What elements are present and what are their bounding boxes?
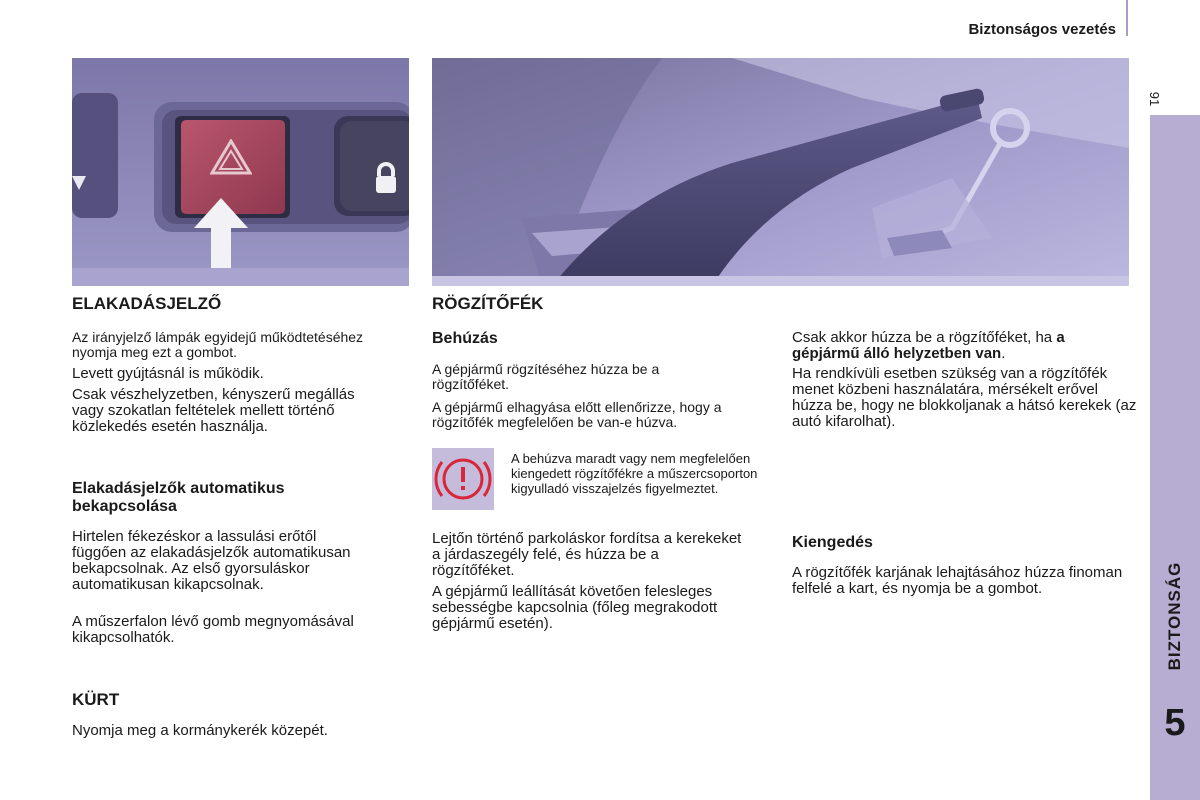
release-paragraph: A rögzítőfék karjának lehajtásához húzza finoman felfelé a kart, és nyomja be a gombot.: [792, 564, 1123, 597]
header-divider: [1126, 0, 1128, 36]
hazard-paragraph-3: Csak vészhelyzetben, kényszerű megállás vagy szokatlan feltételek mellett történő közlekedés esetén használja.: [72, 386, 355, 435]
hazard-paragraph-1: Az irányjelző lámpák egyidejű működtetéséhez nyomja meg ezt a gombot.: [72, 329, 364, 360]
hazard-button-photo: [72, 58, 409, 286]
lock-icon: [374, 162, 398, 194]
brake-right-paragraph-1-end: .: [1001, 345, 1006, 362]
apply-paragraph-4: A gépjármű leállítását követően felesleges sebességbe kapcsolnia (főleg megrakodott gépjármű esetén).: [432, 583, 718, 632]
brake-right-paragraph-1-start: Csak akkor húzza be a rögzítőféket, ha: [792, 329, 1053, 346]
hazard-heading: ELAKADÁSJELZŐ: [72, 294, 222, 313]
auto-hazard-paragraph-2: A műszerfalon lévő gomb megnyomásával kikapcsolhatók.: [72, 613, 354, 646]
hazard-triangle-icon: [210, 139, 252, 175]
brake-right-paragraph-2: Ha rendkívüli esetben szükség van a rögzítőfék menet közbeni használatára, mérsékelt erővel húzza be, hogy ne blokkoljanak a hátsó kerekek (az autó kifarolhat).: [792, 365, 1137, 430]
apply-paragraph-2: A gépjármű elhagyása előtt ellenőrizze, hogy a rögzítőfék megfelelően be van-e húzva.: [432, 399, 722, 430]
warning-note: A behúzva maradt vagy nem megfelelően kiengedett rögzítőfékre a műszercsoporton kigyulladó visszajelzés figyelmeztet.: [511, 451, 758, 496]
chapter-tab-label: BIZTONSÁG: [1165, 561, 1184, 671]
warning-icon-box: [432, 448, 494, 510]
brake-right-paragraph-1: [792, 330, 1132, 362]
horn-heading: KÜRT: [72, 690, 120, 709]
apply-paragraph-1: A gépjármű rögzítéséhez húzza be a rögzítőféket.: [432, 361, 660, 392]
arrow-up-icon: [193, 198, 249, 268]
chapter-number: 5: [1164, 702, 1186, 744]
parking-brake-warning-icon: [432, 448, 494, 510]
release-heading: Kiengedés: [792, 534, 873, 551]
parking-brake-photo: [432, 58, 1129, 286]
brake-right-paragraph-1-emphasis: a gépjármű álló helyzetben van: [792, 329, 1065, 362]
auto-hazard-paragraph-1: Hirtelen fékezéskor a lassulási erőtől függően az elakadásjelzők automatikusan bekapcsolnak. Az első gyorsuláskor automatikusan kikapcsolnak.: [72, 528, 351, 593]
apply-heading: Behúzás: [432, 330, 498, 347]
auto-hazard-heading: Elakadásjelzők automatikus bekapcsolása: [72, 480, 285, 515]
parking-brake-heading: RÖGZÍTŐFÉK: [432, 294, 544, 313]
page-number: 91: [1147, 91, 1162, 107]
horn-paragraph: Nyomja meg a kormánykerék közepét.: [72, 722, 328, 739]
running-header: Biztonságos vezetés: [968, 21, 1116, 38]
apply-paragraph-3: Lejtőn történő parkoláskor fordítsa a kerekeket a járdaszegély felé, és húzza be a rögzítőféket.: [432, 530, 742, 579]
chapter-tab: [1150, 115, 1200, 800]
hazard-paragraph-2: Levett gyújtásnál is működik.: [72, 365, 264, 382]
